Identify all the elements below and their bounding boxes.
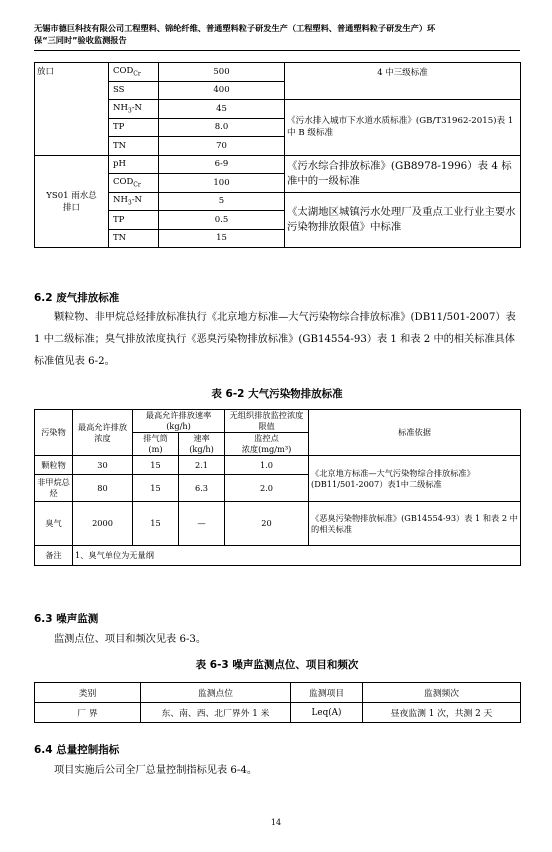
- pollutant-cell: pH: [109, 155, 159, 174]
- header-rate-label: 速率: [193, 433, 210, 443]
- outlet-name-line-2: 排口: [62, 203, 80, 214]
- pollutant-cell: TP: [109, 211, 159, 230]
- pollutant-name: 臭气: [35, 502, 73, 546]
- air-emission-table: [34, 409, 521, 566]
- conc-cell: 30: [73, 456, 133, 475]
- basis-cell: 《北京地方标准—大气污染物综合排放标准》(DB11/501-2007）表1中二级标准: [309, 456, 521, 502]
- table-6-3-caption: 表 6-3 噪声监测点位、项目和频次: [195, 659, 359, 671]
- pollutant-cell: TP: [109, 118, 159, 137]
- section-6-2-title: 6.2 废气排放标准: [34, 292, 120, 304]
- header-basis: 标准依据: [309, 410, 521, 456]
- paragraph-text: 颗粒物、非甲烷总烃排放标准执行《北京地方标准—大气污染物综合排放标准》(DB11/501-2007）表 1 中二级标准；臭气排放浓度执行《恶臭污染物排放标准》(GB14554-93）表 1 和表 2 中的相关标准具体标准值见表 6-2。: [34, 312, 516, 367]
- table-6-2-caption: 表 6-2 大气污染物排放标准: [211, 388, 343, 400]
- header-rate: [179, 433, 225, 456]
- basis-cell: 《恶臭污染物排放标准》(GB14554-93）表 1 和表 2 中的相关标准: [309, 502, 521, 546]
- location-cell: 东、南、西、北厂界外 1 米: [141, 703, 291, 723]
- pollutant-cell: TN: [109, 137, 159, 156]
- pollutant-name: 颗粒物: [35, 456, 73, 475]
- conc-cell: 2000: [73, 502, 133, 546]
- unorg-cell: 1.0: [225, 456, 309, 475]
- section-6-4-paragraph: [34, 760, 520, 782]
- header-line-2: 保“三同时”验收监测报告: [34, 35, 127, 45]
- standard-cell: 《污水排入城市下水道水质标准》(GB/T31962-2015)表 1 中 B 级标准: [285, 100, 521, 156]
- limit-cell: 5: [159, 192, 285, 211]
- header-stack-unit: (m): [148, 444, 163, 454]
- note-label: 备注: [35, 546, 73, 566]
- frequency-cell: 昼夜监测 1 次，共测 2 天: [363, 703, 521, 723]
- limit-cell: 8.0: [159, 118, 285, 137]
- limit-cell: 100: [159, 174, 285, 193]
- pollutant-cell: TN: [109, 229, 159, 248]
- rate-cell: 2.1: [179, 456, 225, 475]
- header-item: 监测项目: [291, 683, 363, 703]
- water-standard-table: [34, 62, 521, 248]
- outlet-name: 放口: [35, 63, 109, 156]
- pollutant-cell: $COD_{Cr}$: [109, 174, 159, 193]
- header-monitor-label: 监控点: [254, 433, 279, 443]
- header-rate-unit: (kg/h): [189, 444, 214, 454]
- outlet-name-line-1: YS01 雨水总: [46, 191, 97, 202]
- paragraph-text: 项目实施后公司全厂总量控制指标见表 6-4。: [54, 765, 258, 776]
- header-monitor-unit: 浓度(mg/m³): [241, 444, 292, 454]
- section-6-4-title: 6.4 总量控制指标: [34, 744, 120, 756]
- header-location: 监测点位: [141, 683, 291, 703]
- header-monitor: [225, 433, 309, 456]
- section-6-3-title: 6.3 噪声监测: [34, 613, 99, 625]
- section-6-2-paragraph: [34, 307, 520, 373]
- outlet-name: [35, 155, 109, 248]
- page-number: 14: [270, 818, 282, 827]
- unorg-cell: 20: [225, 502, 309, 546]
- standard-cell: 4 中三级标准: [285, 63, 521, 100]
- pollutant-name: 非甲烷总烃: [35, 475, 73, 502]
- header-frequency: 监测频次: [363, 683, 521, 703]
- limit-cell: 6-9: [159, 155, 285, 174]
- header-category: 类别: [35, 683, 141, 703]
- limit-cell: 500: [159, 63, 285, 82]
- header-stack: [133, 433, 179, 456]
- paragraph-text: 监测点位、项目和频次见表 6-3。: [54, 634, 207, 645]
- standard-cell: 《污水综合排放标准》(GB8978-1996）表 4 标准中的一级标准: [285, 155, 521, 192]
- noise-monitoring-table: [34, 682, 521, 723]
- stack-cell: 15: [133, 456, 179, 475]
- stack-cell: 15: [133, 502, 179, 546]
- limit-cell: 45: [159, 100, 285, 119]
- pollutant-cell: $COD_{Cr}$: [109, 63, 159, 82]
- pollutant-cell: $NH_3-N$: [109, 192, 159, 211]
- pollutant-cell: $NH_3-N$: [109, 100, 159, 119]
- header-rule: [34, 50, 520, 51]
- limit-cell: 15: [159, 229, 285, 248]
- stack-cell: 15: [133, 475, 179, 502]
- item-cell: Leq(A): [291, 703, 363, 723]
- limit-cell: 400: [159, 81, 285, 100]
- limit-cell: 70: [159, 137, 285, 156]
- header-pollutant: 污染物: [35, 410, 73, 456]
- header-max-conc: 最高允许排放浓度: [73, 410, 133, 456]
- running-header: [34, 22, 520, 46]
- rate-cell: —: [179, 502, 225, 546]
- standard-cell: 《太湖地区城镇污水处理厂及重点工业行业主要水污染物排放限值》中标准: [285, 192, 521, 248]
- limit-cell: 0.5: [159, 211, 285, 230]
- rate-cell: 6.3: [179, 475, 225, 502]
- header-stack-label: 排气筒: [143, 433, 168, 443]
- section-6-3-paragraph: [34, 629, 520, 651]
- pollutant-cell: SS: [109, 81, 159, 100]
- unorg-cell: 2.0: [225, 475, 309, 502]
- category-cell: 厂 界: [35, 703, 141, 723]
- header-max-rate: 最高允许排放速率 (kg/h): [133, 410, 225, 433]
- note-text: 1、臭气单位为无量纲: [73, 546, 521, 566]
- header-line-1: 无锡市德巨科技有限公司工程塑料、锦纶纤维、普通塑料粒子研发生产（工程塑料、普通塑料粒子研发生产）环: [34, 23, 436, 33]
- conc-cell: 80: [73, 475, 133, 502]
- header-unorganized: 无组织排放监控浓度限值: [225, 410, 309, 433]
